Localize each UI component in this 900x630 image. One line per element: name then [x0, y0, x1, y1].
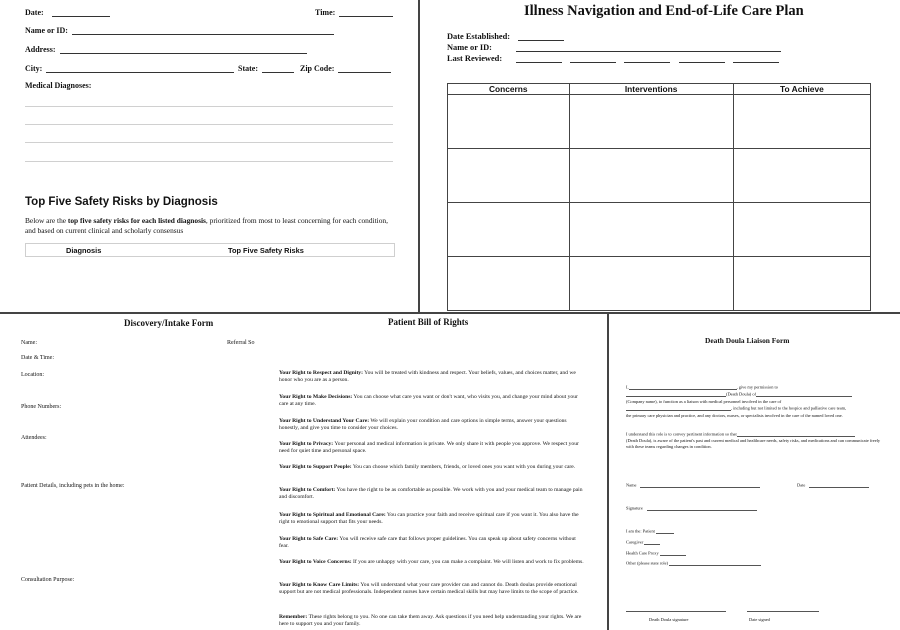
care-plan-panel	[420, 0, 900, 312]
right-heading: Your Right to Voice Concerns:	[279, 559, 352, 565]
aware-text: (Death Doula), is aware of the patient's past and current medical and healthcare needs, safety risks, and medications and can communicate freely with these teams regarding changes in condition.	[626, 438, 881, 449]
plan-name-line	[516, 41, 781, 52]
right-heading: Remember:	[279, 614, 308, 620]
right-item	[279, 370, 585, 384]
col-to-achieve: To Achieve	[733, 84, 870, 95]
discovery-form-panel	[0, 314, 258, 630]
plan-cell[interactable]	[448, 95, 570, 149]
right-item	[279, 536, 585, 550]
date-signed-label: Date signed	[749, 617, 770, 622]
right-heading: Your Right to Privacy:	[279, 441, 334, 447]
review-line	[570, 52, 616, 63]
plan-cell[interactable]	[569, 95, 733, 149]
permission-line[interactable]	[626, 384, 778, 390]
last-reviewed-field[interactable]	[447, 52, 779, 63]
plan-name-field[interactable]	[447, 41, 781, 52]
signature-line	[647, 505, 757, 511]
loved-one-line	[626, 405, 731, 411]
date-established-label: Date Established:	[447, 32, 511, 41]
i-label: I,	[626, 384, 629, 390]
date-line	[52, 6, 110, 17]
right-item	[279, 559, 585, 566]
diagnoses-label: Medical Diagnoses:	[25, 81, 92, 90]
safety-table-header	[25, 243, 395, 257]
right-text: If you are unhappy with your care, you can make a complaint. We will listen and work to fix problems.	[351, 559, 584, 565]
col-top-risks: Top Five Safety Risks	[228, 246, 304, 255]
time-line	[339, 6, 393, 17]
patient-name-line	[629, 384, 737, 390]
intake-sheet-panel	[0, 0, 418, 312]
discovery-title: Discovery/Intake Form	[124, 318, 214, 328]
iam-label: I am the: Patient	[626, 528, 655, 534]
city-line	[46, 62, 234, 73]
right-item	[279, 418, 585, 432]
caregiver-label: Caregiver	[626, 539, 644, 545]
address-label: Address:	[25, 45, 56, 54]
address-field[interactable]	[25, 43, 307, 54]
purpose-label: Consultation Purpose:	[21, 577, 75, 583]
rights-title: Patient Bill of Rights	[388, 317, 469, 327]
state-line	[262, 62, 294, 73]
right-item	[279, 512, 585, 526]
attendees-label: Attendees:	[21, 435, 47, 441]
right-heading: Your Right to Know Care Limits:	[279, 582, 360, 588]
plan-cell[interactable]	[569, 149, 733, 203]
zip-label: Zip Code:	[300, 64, 335, 73]
role-other[interactable]	[626, 560, 761, 566]
discovery-name-label: Name:	[21, 340, 37, 346]
right-heading: Your Right to Support People:	[279, 464, 352, 470]
plan-cell[interactable]	[448, 257, 570, 311]
name-label: Name or ID:	[25, 26, 68, 35]
right-heading: Your Right to Understand Your Care:	[279, 418, 370, 424]
last-reviewed-label: Last Reviewed:	[447, 54, 503, 63]
right-text: You will receive safe care that follows proper guidelines. You can speak up about safety concerns without fear.	[279, 536, 576, 550]
right-text: You have the right to be as comfortable as possible. We work with you and your medical team to manage pain and discomfort.	[279, 487, 583, 501]
doula-paren-text: (Death Doula) of	[726, 391, 756, 397]
plan-cell[interactable]	[569, 203, 733, 257]
plan-cell[interactable]	[733, 95, 870, 149]
right-item	[279, 614, 585, 628]
doula-company-line	[756, 391, 852, 397]
date-field[interactable]	[25, 6, 110, 17]
right-text: You can choose what care you want or don't want, who visits you, and change your mind about your care at any time.	[279, 394, 578, 408]
permission-text: , give my permission to	[736, 384, 778, 390]
col-concerns: Concerns	[448, 84, 570, 95]
right-heading: Your Right to Spiritual and Emotional Care:	[279, 512, 386, 518]
bill-of-rights-panel	[258, 314, 607, 630]
patient-check-line	[656, 528, 674, 534]
col-diagnosis: Diagnosis	[66, 246, 102, 255]
name-line	[72, 24, 334, 35]
liaison-date-label: Date	[797, 482, 806, 488]
liaison-name-field[interactable]	[626, 482, 760, 488]
desc-text: Below are the	[25, 216, 68, 225]
date-signed-line[interactable]	[747, 611, 819, 612]
right-item	[279, 441, 585, 455]
plan-name-label: Name or ID:	[447, 43, 492, 52]
role-patient[interactable]	[626, 528, 674, 534]
right-item	[279, 464, 585, 471]
diagnoses-line[interactable]	[25, 124, 393, 125]
right-text: Your personal and medical information is private. We only share it with people you approve. We respect your need for quiet time and personal space.	[279, 441, 579, 455]
doula-signature-label: Death Doula signature	[649, 617, 689, 622]
other-role-line	[669, 560, 761, 566]
including-text: , including but not limited to the hospice and palliative care team,	[731, 405, 847, 411]
understand-text: I understand this role is to convey pertinent information so that	[626, 431, 737, 437]
date-time-label: Date & Time:	[21, 355, 55, 361]
review-line	[733, 52, 779, 63]
safety-description	[25, 216, 397, 236]
desc-bold-text: top five safety risks for each listed diagnosis	[67, 216, 206, 225]
caregiver-check-line	[644, 539, 660, 545]
right-text: We will explain your condition and care options in simple terms, answer your questions honestly, and give you time to consider your choices.	[279, 418, 567, 432]
date-established-line	[518, 30, 564, 41]
col-interventions: Interventions	[569, 84, 733, 95]
signature-field[interactable]	[626, 505, 757, 511]
care-plan-title: Illness Navigation and End-of-Life Care Plan	[524, 3, 804, 19]
patient-details-label: Patient Details, including pets in the home:	[21, 483, 125, 489]
right-item	[279, 582, 585, 596]
right-text: You can choose which family members, friends, or loved ones you want with you during your care.	[351, 464, 576, 470]
doula-line[interactable]	[626, 391, 871, 397]
including-line[interactable]	[626, 405, 846, 411]
understand-line[interactable]	[626, 431, 855, 437]
plan-cell[interactable]	[733, 203, 870, 257]
review-line	[679, 52, 725, 63]
right-item	[279, 487, 585, 501]
liaison-name-line	[640, 482, 760, 488]
city-field[interactable]	[25, 62, 234, 73]
city-label: City:	[25, 64, 43, 73]
date-established-field[interactable]	[447, 30, 564, 41]
desc-text: , prioritized from most to least concerning for each condition, and based on current clinical and scholarly consensus	[25, 216, 388, 235]
referral-label: Referral So	[227, 340, 255, 346]
right-text: You will be treated with kindness and respect. Your beliefs, values, and choices matter, and we honor who you are as a person.	[279, 370, 576, 384]
zip-field[interactable]	[300, 62, 391, 73]
plan-cell[interactable]	[569, 257, 733, 311]
doula-name-line	[626, 391, 726, 397]
right-text: You will understand what your care provider can and cannot do. Death doulas provide emotional support but are not medical professionals. Independent nurses have certain medical skills but may have limits to the scope of practice.	[279, 582, 579, 596]
state-field[interactable]	[238, 62, 294, 73]
right-item	[279, 394, 585, 408]
right-heading: Your Right to Make Decisions:	[279, 394, 353, 400]
liaison-name-label: Name	[626, 482, 637, 488]
date-label: Date:	[25, 8, 44, 17]
liaison-date-field[interactable]	[797, 482, 869, 488]
plan-cell[interactable]	[733, 149, 870, 203]
diagnoses-line[interactable]	[25, 106, 393, 107]
plan-cell[interactable]	[448, 203, 570, 257]
plan-cell[interactable]	[448, 149, 570, 203]
name-field[interactable]	[25, 24, 334, 35]
role-proxy[interactable]	[626, 550, 686, 556]
company-text: (Company name), to function as a liaison with medical personnel involved in the care of	[626, 399, 782, 404]
right-heading: Your Right to Respect and Dignity:	[279, 370, 363, 376]
physician-text: the primary care physician and practice, and any doctors, nurses, or specialists involved in the care of the named loved one.	[626, 413, 843, 418]
liaison-title: Death Doula Liaison Form	[705, 336, 790, 345]
right-heading: Your Right to Safe Care:	[279, 536, 339, 542]
safety-heading: Top Five Safety Risks by Diagnosis	[25, 196, 218, 208]
zip-line	[338, 62, 391, 73]
signature-label: Signature	[626, 505, 643, 511]
diagnoses-line[interactable]	[25, 161, 393, 162]
doula-signature-line[interactable]	[626, 611, 726, 612]
address-line	[60, 43, 307, 54]
liaison-form-panel	[609, 314, 900, 630]
plan-cell[interactable]	[733, 257, 870, 311]
other-label: Other (please state role)	[626, 560, 669, 566]
liaison-date-line	[809, 482, 869, 488]
right-text: You can practice your faith and receive spiritual care if you want it. You also have the right to emotional support that fits your needs.	[279, 512, 579, 526]
understand-fill-line	[737, 431, 855, 437]
time-field[interactable]	[315, 6, 393, 17]
review-line	[624, 52, 670, 63]
state-label: State:	[238, 64, 258, 73]
time-label: Time:	[315, 8, 336, 17]
diagnoses-line[interactable]	[25, 142, 393, 143]
proxy-check-line	[660, 550, 686, 556]
review-line	[516, 52, 562, 63]
location-label: Location:	[21, 372, 44, 378]
proxy-label: Health Care Proxy	[626, 550, 659, 556]
phone-label: Phone Numbers:	[21, 404, 62, 410]
care-plan-table	[447, 83, 871, 311]
role-caregiver[interactable]	[626, 539, 660, 545]
right-text: These rights belong to you. No one can take them away. Ask questions if you need help understanding your rights. We are here to support you and your family.	[279, 614, 582, 628]
right-heading: Your Right to Comfort:	[279, 487, 336, 493]
